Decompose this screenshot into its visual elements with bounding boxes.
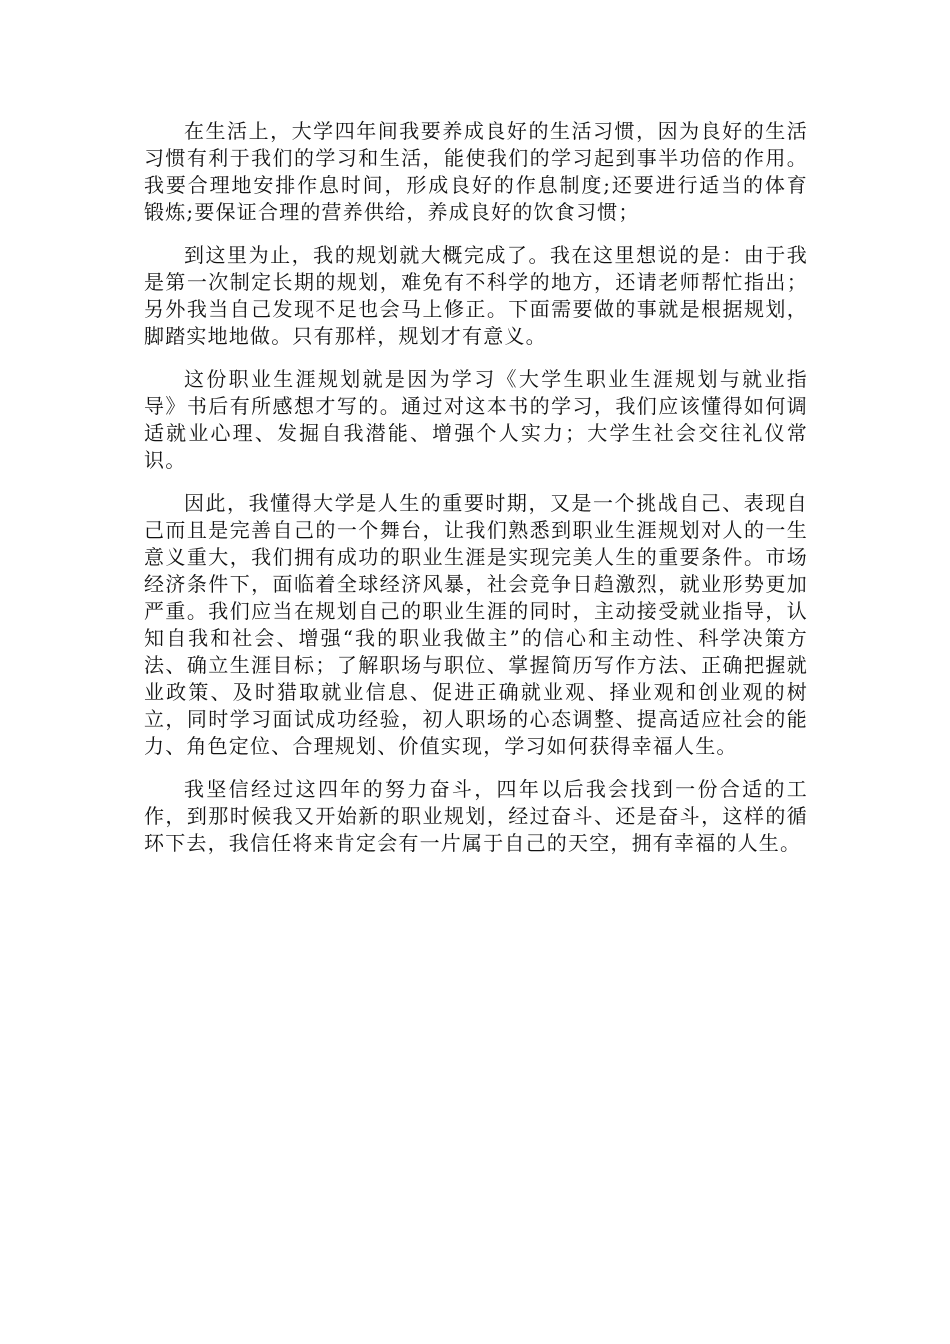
document-body <box>144 118 808 873</box>
paragraph-book-reflection: 这份职业生涯规划就是因为学习《大学生职业生涯规划与就业指导》书后有所感想才写的。通过对这本书的学习，我们应该懂得如何调适就业心理、发掘自我潜能、增强个人实力；大学生社会交往礼仪常识。 <box>144 367 808 472</box>
paragraph-career-importance: 因此，我懂得大学是人生的重要时期，又是一个挑战自己、表现自己而且是完善自己的一个舞台，让我们熟悉到职业生涯规划对人的一生意义重大，我们拥有成功的职业生涯是实现完美人生的重要条件。市场经济条件下，面临着全球经济风暴，社会竞争日趋激烈，就业形势更加严重。我们应当在规划自己的职业生涯的同时，主动接受就业指导，认知自我和社会、增强“我的职业我做主”的信心和主动性、科学决策方法、确立生涯目标；了解职场与职位、掌握简历写作方法、正确把握就业政策、及时猎取就业信息、促进正确就业观、择业观和创业观的树立，同时学习面试成功经验，初人职场的心态调整、提高适应社会的能力、角色定位、合理规划、价值实现，学习如何获得幸福人生。 <box>144 491 808 758</box>
paragraph-daily-life-habits: 在生活上，大学四年间我要养成良好的生活习惯，因为良好的生活习惯有利于我们的学习和生活，能使我们的学习起到事半功倍的作用。我要合理地安排作息时间，形成良好的作息制度;还要进行适当的体育锻炼;要保证合理的营养供给，养成良好的饮食习惯； <box>144 119 808 224</box>
paragraph-conclusion: 我坚信经过这四年的努力奋斗，四年以后我会找到一份合适的工作，到那时候我又开始新的职业规划，经过奋斗、还是奋斗，这样的循环下去，我信任将来肯定会有一片属于自己的天空，拥有幸福的人生。 <box>144 777 808 855</box>
paragraph-plan-completion: 到这里为止，我的规划就大概完成了。我在这里想说的是：由于我是第一次制定长期的规划，难免有不科学的地方，还请老师帮忙指出；另外我当自己发现不足也会马上修正。下面需要做的事就是根据规划，脚踏实地地做。只有那样，规划才有意义。 <box>144 243 808 348</box>
